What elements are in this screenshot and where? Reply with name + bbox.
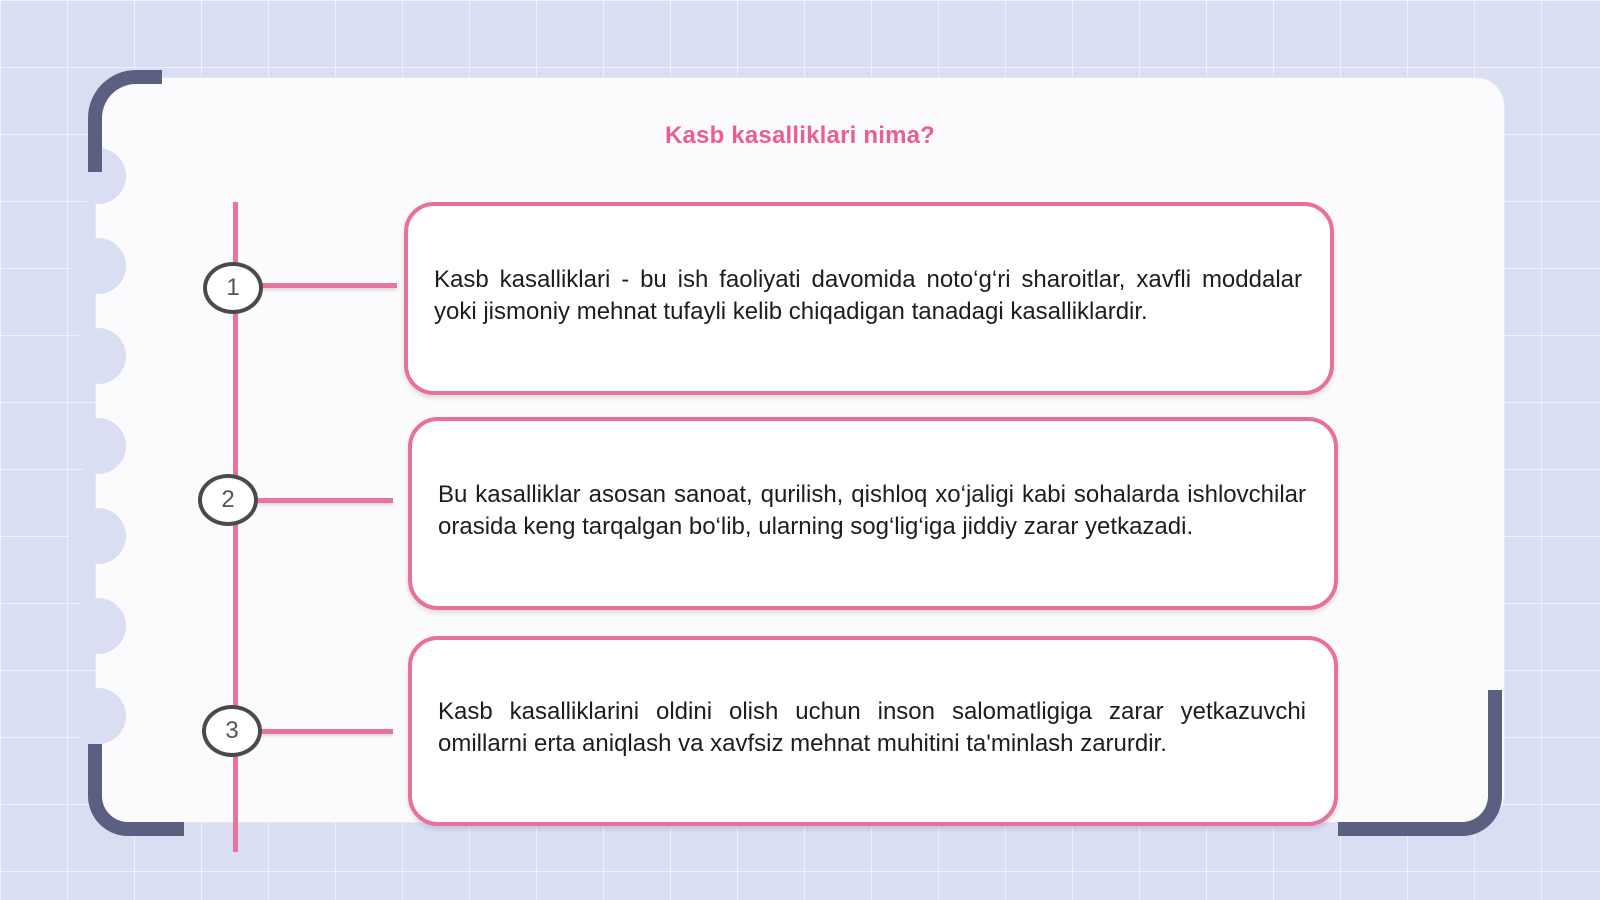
binder-hole bbox=[70, 508, 126, 564]
info-card-3 bbox=[408, 636, 1338, 826]
step-number: 3 bbox=[225, 717, 239, 744]
step-number: 2 bbox=[221, 486, 235, 513]
card-text: Kasb kasalliklarini oldini olish uchun inson salomatligiga zarar yetkazuvchi omillarni erta aniqlash va xavfsiz mehnat muhitini ta'minlash zarurdir. bbox=[438, 698, 1306, 757]
card-text: Bu kasalliklar asosan sanoat, qurilish, qishloq xo‘jaligi kabi sohalarda ishlovchilar orasida keng tarqalgan bo‘lib, ularning sog‘lig‘iga jiddiy zarar yetkazadi. bbox=[438, 480, 1306, 540]
corner-bracket-bottom-right bbox=[1338, 690, 1502, 836]
info-card-2 bbox=[408, 417, 1338, 610]
timeline-connector bbox=[258, 498, 393, 503]
slide-title: Kasb kasalliklari nima? bbox=[664, 122, 936, 149]
binder-hole bbox=[70, 418, 126, 474]
step-marker-3 bbox=[202, 705, 262, 757]
step-number: 1 bbox=[226, 274, 240, 301]
binder-hole bbox=[70, 238, 126, 294]
step-marker-2 bbox=[198, 474, 258, 526]
info-card-1 bbox=[404, 202, 1334, 395]
binder-hole bbox=[70, 598, 126, 654]
timeline-connector bbox=[262, 729, 393, 734]
timeline-connector bbox=[262, 283, 397, 288]
card-text: Kasb kasalliklari - bu ish faoliyati davomida noto‘g‘ri sharoitlar, xavfli moddalar yoki jismoniy mehnat tufayli kelib chiqadigan tanadagi kasalliklardir. bbox=[434, 265, 1302, 325]
step-marker-1 bbox=[203, 262, 263, 314]
binder-hole bbox=[70, 688, 126, 744]
corner-bracket-top-left bbox=[88, 70, 162, 172]
corner-bracket-bottom-left bbox=[88, 744, 184, 836]
binder-hole bbox=[70, 328, 126, 384]
